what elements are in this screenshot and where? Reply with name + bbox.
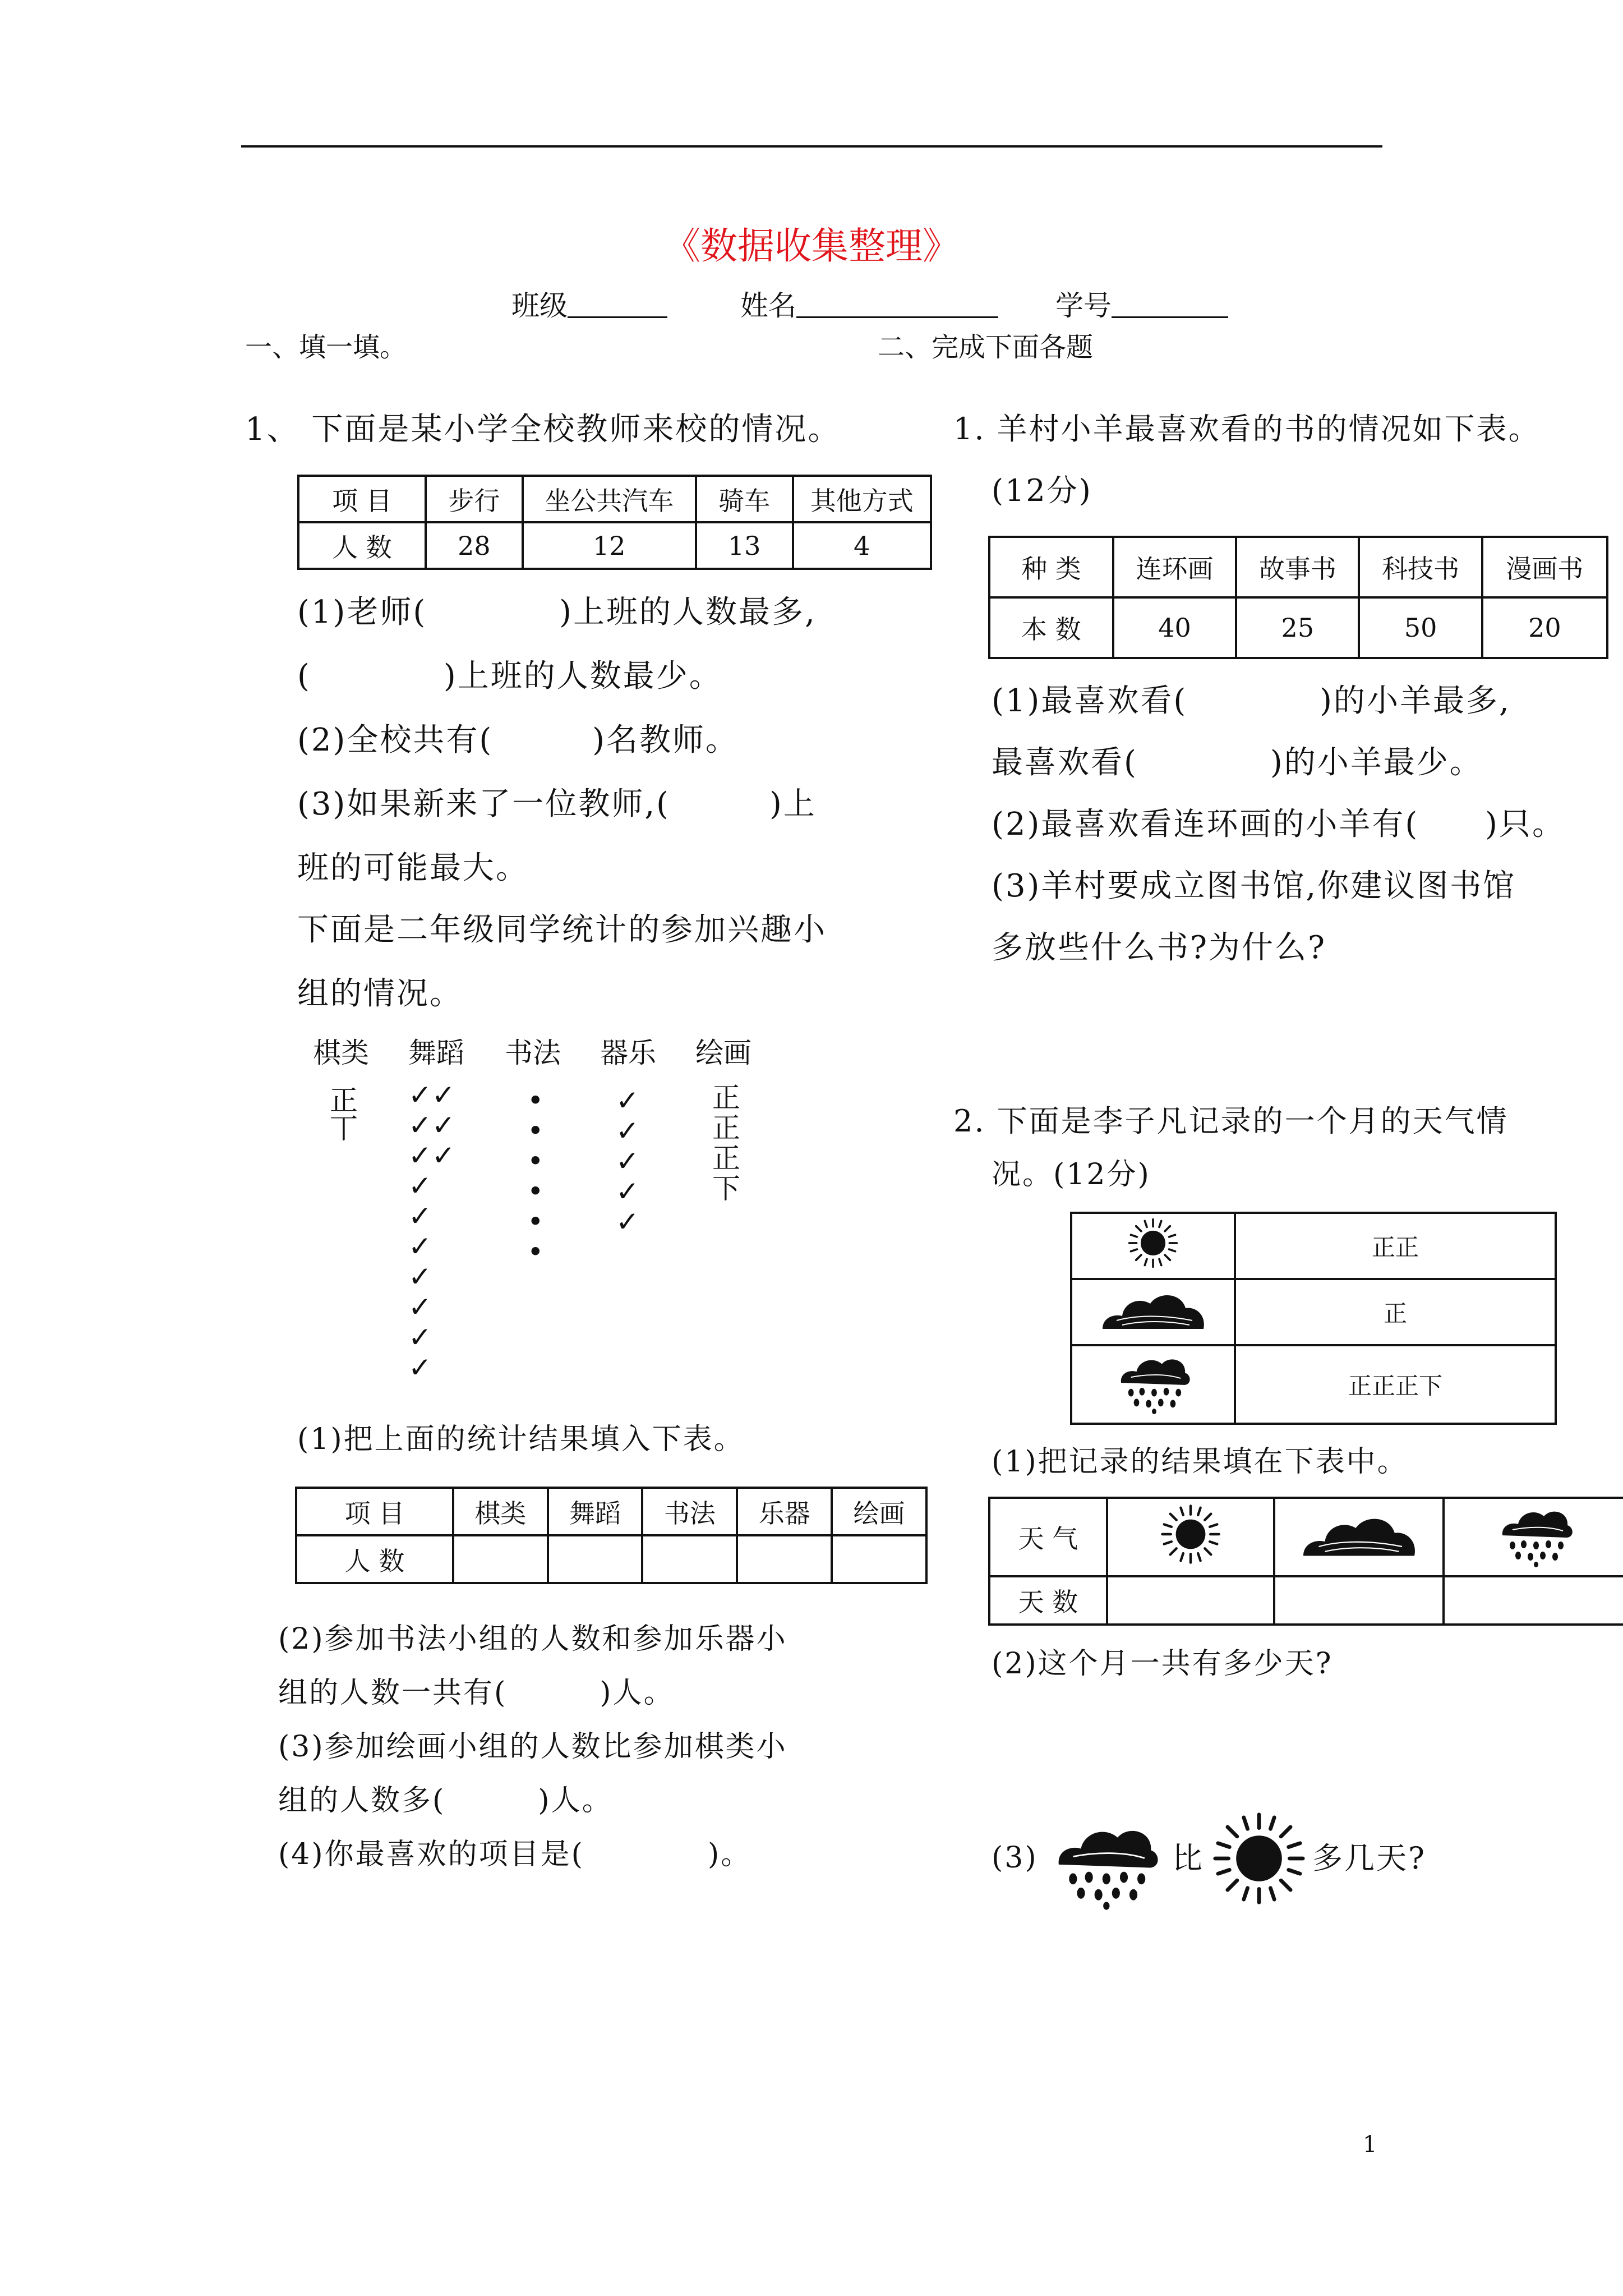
header-cell: 漫画书 — [1482, 537, 1607, 597]
left-q2-sub2a: (2)参加书法小组的人数和参加乐器小 — [278, 1622, 787, 1656]
tally-mark: 正 — [330, 1084, 358, 1117]
cloud-icon — [1292, 1503, 1426, 1565]
weather-icon-cell — [1107, 1498, 1274, 1576]
answer-cell[interactable] — [642, 1535, 737, 1583]
header-cell: 乐器 — [737, 1488, 832, 1535]
header-cell: 坐公共汽车 — [523, 476, 696, 522]
section-one-heading: 一、填一填。 — [245, 332, 407, 363]
check-mark: ✓ — [616, 1205, 639, 1238]
answer-cell[interactable] — [1107, 1576, 1274, 1625]
check-mark: ✓ — [408, 1321, 432, 1354]
answer-cell[interactable] — [832, 1535, 926, 1583]
tally-mark: 正 — [712, 1112, 740, 1144]
rain-icon — [1490, 1501, 1580, 1568]
weather-icon-cell — [1444, 1498, 1623, 1576]
right-q1-intro: 1. 羊村小羊最喜欢看的书的情况如下表。 — [953, 411, 1541, 447]
right-q1-line3: (2)最喜欢看连环画的小羊有( )只。 — [992, 806, 1566, 843]
weather-tally-table — [1070, 1212, 1557, 1425]
left-q1-line4: (3)如果新来了一位教师,( )上 — [297, 786, 817, 822]
header-cell: 连环画 — [1113, 537, 1236, 597]
header-cell: 棋类 — [453, 1488, 548, 1535]
right-q1-line2: 最喜欢看( )的小羊最少。 — [992, 744, 1483, 781]
class-label: 班级 — [511, 289, 568, 322]
right-q1-line5: 多放些什么书?为什么? — [992, 930, 1327, 966]
left-q2-sub4: (4)你最喜欢的项目是( )。 — [278, 1838, 752, 1871]
row-label-cell: 天 气 — [989, 1498, 1107, 1576]
value-cell: 28 — [426, 522, 523, 569]
right-q2-sub2: (2)这个月一共有多少天? — [992, 1647, 1333, 1681]
dot-mark: • — [527, 1205, 544, 1238]
dot-mark: • — [527, 1236, 544, 1268]
group-label-qiyue: 器乐 — [600, 1037, 656, 1069]
answer-cell[interactable] — [1444, 1576, 1623, 1625]
tally-cell: 正正正下 — [1235, 1345, 1556, 1424]
header-cell: 绘画 — [832, 1488, 926, 1535]
header-cell: 步行 — [426, 476, 523, 522]
group-label-shufa: 书法 — [505, 1037, 561, 1069]
dot-mark: • — [527, 1084, 544, 1117]
answer-cell[interactable] — [548, 1535, 643, 1583]
check-mark: ✓ — [616, 1115, 639, 1147]
header-cell: 其他方式 — [793, 476, 931, 522]
tally-mark: 正 — [712, 1142, 740, 1175]
student-id-label: 学号 — [1055, 289, 1112, 322]
answer-cell[interactable] — [453, 1535, 548, 1583]
header-cell: 科技书 — [1359, 537, 1482, 597]
right-q2-sub3-suffix: 多几天? — [1312, 1841, 1426, 1876]
dot-mark: • — [527, 1115, 544, 1147]
value-cell: 40 — [1113, 597, 1236, 658]
book-preference-table — [988, 536, 1608, 659]
right-q1-line1: (1)最喜欢看( )的小羊最多, — [992, 683, 1511, 719]
name-field[interactable] — [796, 292, 998, 318]
weather-icon-cell — [1071, 1279, 1235, 1345]
answer-cell[interactable] — [737, 1535, 832, 1583]
left-q1-line1: (1)老师( )上班的人数最多, — [297, 594, 817, 631]
teacher-commute-table — [297, 475, 932, 570]
check-mark: ✓ — [408, 1291, 432, 1323]
page-title: 《数据收集整理》 — [663, 224, 960, 268]
check-mark: ✓ — [408, 1170, 432, 1202]
student-id-field[interactable] — [1112, 292, 1228, 318]
check-mark: ✓✓ — [408, 1109, 455, 1142]
right-q2-intro1: 2. 下面是李子凡记录的一个月的天气情 — [953, 1103, 1509, 1139]
left-q1-intro: 1、 下面是某小学全校教师来校的情况。 — [245, 411, 841, 448]
header-cell: 种 类 — [989, 537, 1113, 597]
row-label-cell: 人 数 — [298, 522, 426, 569]
tally-mark: 正 — [712, 1082, 740, 1114]
check-mark: ✓ — [408, 1351, 432, 1384]
row-label-cell: 人 数 — [296, 1535, 453, 1583]
right-q1-score: (12分) — [992, 473, 1092, 508]
rain-icon — [1049, 1815, 1161, 1911]
value-cell: 4 — [793, 522, 931, 569]
value-cell: 20 — [1482, 597, 1607, 658]
right-q1-line4: (3)羊村要成立图书馆,你建议图书馆 — [992, 868, 1516, 904]
group-label-huihua: 绘画 — [695, 1037, 751, 1069]
left-q1-line3: (2)全校共有( )名教师。 — [297, 722, 739, 758]
value-cell: 50 — [1359, 597, 1482, 658]
right-q2-sub3-mid: 比 — [1172, 1841, 1204, 1876]
check-mark: ✓ — [616, 1145, 639, 1177]
rain-icon — [1111, 1349, 1195, 1415]
check-mark: ✓ — [408, 1230, 432, 1263]
row-label-cell: 本 数 — [989, 597, 1113, 658]
left-q1-line5: 班的可能最大。 — [297, 850, 529, 886]
name-label: 姓名 — [740, 289, 796, 322]
right-q2-sub3-prefix: (3) — [992, 1841, 1038, 1875]
left-q2-intro2: 组的情况。 — [297, 976, 463, 1012]
check-mark: ✓✓ — [408, 1079, 455, 1111]
header-cell: 项 目 — [298, 476, 426, 522]
header-cell: 舞蹈 — [548, 1488, 643, 1535]
check-mark: ✓ — [408, 1200, 432, 1232]
left-q2-sub2b: 组的人数一共有( )人。 — [278, 1676, 675, 1710]
tally-mark: 下 — [712, 1172, 740, 1205]
page-number: 1 — [1363, 2132, 1377, 2157]
weather-icon-cell — [1274, 1498, 1444, 1576]
left-q2-sub3a: (3)参加绘画小组的人数比参加棋类小 — [278, 1730, 787, 1764]
right-q2-sub1: (1)把记录的结果填在下表中。 — [992, 1445, 1408, 1479]
check-mark: ✓ — [408, 1260, 432, 1293]
cloud-icon — [1083, 1281, 1223, 1337]
sun-icon — [1149, 1503, 1233, 1565]
dot-mark: • — [527, 1145, 544, 1177]
group-label-wudao: 舞蹈 — [408, 1037, 464, 1069]
weather-icon-cell — [1071, 1213, 1235, 1279]
value-cell: 12 — [523, 522, 696, 569]
top-rule — [241, 145, 1382, 148]
row-label-cell: 天 数 — [989, 1576, 1107, 1625]
left-q1-line2: ( )上班的人数最少。 — [297, 658, 722, 694]
answer-cell[interactable] — [1274, 1576, 1444, 1625]
value-cell: 25 — [1236, 597, 1359, 658]
header-cell: 故事书 — [1236, 537, 1359, 597]
weather-count-table — [988, 1497, 1623, 1626]
class-field[interactable] — [568, 292, 667, 318]
check-mark: ✓ — [616, 1084, 639, 1117]
section-two-heading: 二、完成下面各题 — [878, 332, 1094, 363]
sun-icon — [1119, 1217, 1187, 1269]
tally-cell: 正正 — [1235, 1213, 1556, 1279]
value-cell: 13 — [696, 522, 793, 569]
sun-icon — [1211, 1811, 1307, 1906]
dot-mark: • — [527, 1175, 544, 1208]
weather-icon-cell — [1071, 1345, 1235, 1424]
header-cell: 骑车 — [696, 476, 793, 522]
interest-group-table — [295, 1487, 928, 1584]
tally-cell: 正 — [1235, 1279, 1556, 1345]
left-q2-sub3b: 组的人数多( )人。 — [278, 1784, 613, 1818]
left-q2-intro1: 下面是二年级同学统计的参加兴趣小 — [297, 912, 827, 948]
check-mark: ✓✓ — [408, 1139, 455, 1172]
header-cell: 项 目 — [296, 1488, 453, 1535]
left-q2-sub1: (1)把上面的统计结果填入下表。 — [297, 1423, 745, 1456]
tally-mark: 丅 — [330, 1112, 358, 1145]
check-mark: ✓ — [616, 1175, 639, 1208]
group-label-qilei: 棋类 — [313, 1037, 369, 1069]
header-cell: 书法 — [642, 1488, 737, 1535]
right-q2-intro2: 况。(12分) — [992, 1158, 1151, 1191]
